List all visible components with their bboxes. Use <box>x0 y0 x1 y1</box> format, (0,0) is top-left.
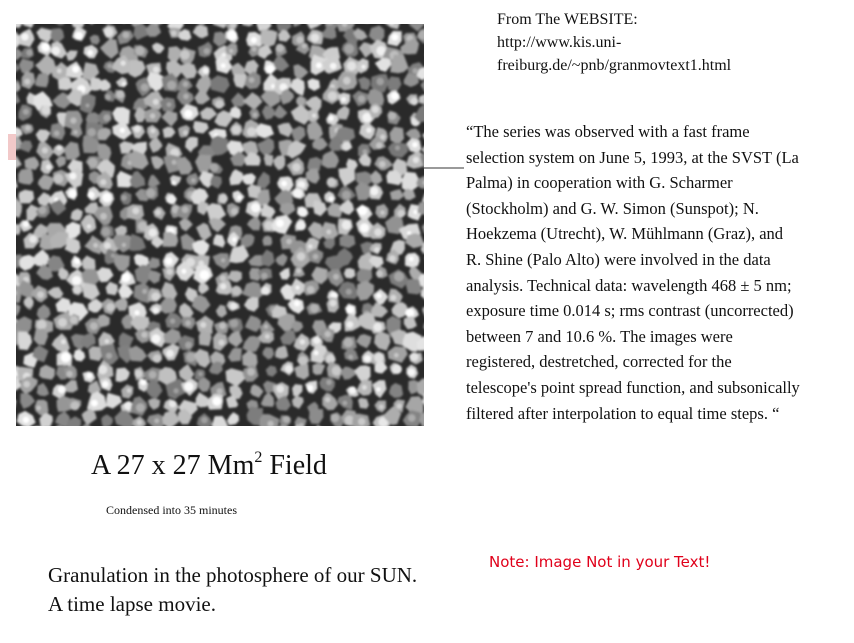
granule-highlight <box>68 189 77 198</box>
granule-highlight <box>413 210 417 214</box>
field-title <box>91 446 327 486</box>
granule-highlight <box>185 342 192 349</box>
granule-highlight <box>217 388 223 394</box>
granule-highlight <box>397 210 405 218</box>
granule-highlight <box>122 82 127 87</box>
granule-highlight <box>221 63 226 68</box>
granule-highlight <box>405 309 414 318</box>
granule-highlight <box>247 127 256 136</box>
granule-highlight <box>341 97 346 102</box>
granule-highlight <box>307 385 314 392</box>
granule-highlight <box>221 258 225 262</box>
granule-highlight <box>61 339 66 344</box>
granule-highlight <box>70 118 76 124</box>
granule-highlight <box>392 34 399 41</box>
granule-highlight <box>120 128 125 133</box>
granule-highlight <box>331 414 339 422</box>
granule-highlight <box>285 365 293 373</box>
granule-highlight <box>98 365 107 374</box>
granule-highlight <box>88 128 96 136</box>
granule-highlight <box>70 316 78 324</box>
granule-highlight <box>54 174 64 184</box>
granule-highlight <box>25 125 31 131</box>
granule-highlight <box>329 196 334 201</box>
granule-highlight <box>316 63 322 69</box>
granule-highlight <box>191 178 195 182</box>
granule-highlight <box>167 81 176 90</box>
granule-highlight <box>182 269 187 274</box>
granule-highlight <box>29 236 36 243</box>
granule-highlight <box>72 276 81 285</box>
granule-highlight <box>333 274 339 280</box>
granule-highlight <box>232 237 237 242</box>
granule-highlight <box>167 195 176 204</box>
granule-highlight <box>220 275 226 281</box>
granule-highlight <box>389 255 396 262</box>
granule-highlight <box>397 403 402 408</box>
granule-highlight <box>342 220 351 229</box>
granule-highlight <box>88 158 98 168</box>
granule-highlight <box>391 92 399 100</box>
granule-highlight <box>343 77 351 85</box>
granule-highlight <box>215 100 224 109</box>
granule-highlight <box>292 163 301 172</box>
granule-highlight <box>300 339 305 344</box>
granule-highlight <box>74 258 80 264</box>
granule-highlight <box>37 406 41 410</box>
granule-highlight <box>103 114 110 121</box>
granule-highlight <box>122 243 126 247</box>
granule-highlight <box>167 102 172 107</box>
granule-cell <box>18 168 33 185</box>
granule-highlight <box>100 213 107 220</box>
granule-highlight <box>87 191 94 198</box>
granule-highlight <box>326 380 331 385</box>
granule-highlight <box>362 385 367 390</box>
granule-highlight <box>253 113 258 118</box>
granule-highlight <box>327 177 336 186</box>
granule-highlight <box>37 291 44 298</box>
granule-highlight <box>294 301 300 307</box>
granule-highlight <box>171 30 177 36</box>
granule-highlight <box>200 270 210 280</box>
granule-highlight <box>166 269 172 275</box>
granule-highlight <box>394 272 404 282</box>
granule-highlight <box>344 44 354 54</box>
granule-highlight <box>408 414 415 421</box>
granule-highlight <box>237 195 241 199</box>
granule-highlight <box>170 319 175 324</box>
granule-highlight <box>308 244 312 248</box>
granule-highlight <box>379 161 386 168</box>
granule-highlight <box>219 194 228 203</box>
granule-highlight <box>61 352 71 362</box>
granule-highlight <box>210 163 219 172</box>
granule-highlight <box>136 403 145 412</box>
granule-highlight <box>185 320 191 326</box>
granule-highlight <box>388 112 396 120</box>
granule-highlight <box>73 286 81 294</box>
granule-highlight <box>135 46 144 55</box>
granule-highlight <box>372 106 379 113</box>
granule-highlight <box>101 227 110 236</box>
granule-highlight <box>171 181 176 186</box>
granule-highlight <box>23 417 30 424</box>
granule-highlight <box>152 334 161 343</box>
granule-highlight <box>264 325 268 329</box>
granule-highlight <box>342 191 351 200</box>
granule-highlight <box>23 109 29 115</box>
granule-highlight <box>328 116 333 121</box>
granule-cell <box>89 346 102 361</box>
granule-highlight <box>180 50 190 60</box>
granule-highlight <box>408 369 415 376</box>
granule-highlight <box>150 128 155 133</box>
granule-highlight <box>373 323 382 332</box>
granule-highlight <box>395 146 400 151</box>
granule-highlight <box>230 303 237 310</box>
granule-highlight <box>75 32 83 40</box>
granule-highlight <box>358 95 365 102</box>
granule-highlight <box>58 318 67 327</box>
granule-highlight <box>346 289 352 295</box>
granule-highlight <box>153 354 162 363</box>
granule-highlight <box>307 286 315 294</box>
granule-highlight <box>198 372 202 376</box>
granule-highlight <box>410 352 419 361</box>
granule-highlight <box>146 189 155 198</box>
granule-highlight <box>313 254 319 260</box>
granule-highlight <box>87 50 93 56</box>
granule-highlight <box>54 131 60 137</box>
granule-highlight <box>296 286 300 290</box>
granule-highlight <box>183 94 189 100</box>
granule-highlight <box>116 90 124 98</box>
granule-highlight <box>24 297 34 307</box>
granule-highlight <box>249 77 255 83</box>
granule-highlight <box>227 30 237 40</box>
granule-highlight <box>87 224 91 228</box>
source-heading: From The WEBSITE: <box>497 11 638 28</box>
granule-highlight <box>219 323 226 330</box>
granule-highlight <box>41 43 50 52</box>
granule-highlight <box>297 252 305 260</box>
granule-highlight <box>261 273 267 279</box>
granule-highlight <box>314 351 319 356</box>
granule-highlight <box>66 371 72 377</box>
granule-highlight <box>330 300 337 307</box>
granule-highlight <box>377 78 384 85</box>
granule-highlight <box>57 69 62 74</box>
granule-highlight <box>104 242 111 249</box>
granule-highlight <box>201 417 207 423</box>
granule-highlight <box>149 371 157 379</box>
granule-highlight <box>23 221 29 227</box>
granule-highlight <box>296 96 305 105</box>
image-caption: Granulation in the photosphere of our SUN. A time lapse movie. <box>48 563 418 616</box>
granule-highlight <box>310 304 319 313</box>
granule-highlight <box>326 230 331 235</box>
granule-highlight <box>296 268 301 273</box>
granule-highlight <box>91 400 98 407</box>
granule-highlight <box>344 338 354 348</box>
granule-highlight <box>376 270 383 277</box>
granule-highlight <box>380 210 384 214</box>
granule-highlight <box>72 66 79 73</box>
granule-highlight <box>155 209 161 215</box>
granule-highlight <box>376 387 380 391</box>
granule-highlight <box>204 48 210 54</box>
granule-highlight <box>24 79 30 85</box>
granule-highlight <box>42 105 51 114</box>
granule-highlight <box>182 206 189 213</box>
granule-highlight <box>374 228 382 236</box>
granule-highlight <box>200 322 206 328</box>
granule-highlight <box>251 37 257 43</box>
granule-highlight <box>379 404 384 409</box>
granule-highlight <box>376 142 382 148</box>
field-title-suffix: Field <box>262 450 327 481</box>
source-url-part1: http://www.kis.uni- <box>497 34 622 51</box>
granule-highlight <box>169 400 176 407</box>
granule-highlight <box>121 61 126 66</box>
granule-highlight <box>90 322 98 330</box>
granule-highlight <box>296 221 306 231</box>
condensed-duration-note: Condensed into 35 minutes <box>106 503 237 517</box>
granule-highlight <box>363 149 368 154</box>
note-warning: Note: Image Not in your Text! <box>489 553 711 571</box>
granule-highlight <box>46 164 51 169</box>
granule-highlight <box>276 385 284 393</box>
granule-highlight <box>123 32 130 39</box>
source-citation <box>497 8 837 77</box>
granule-highlight <box>141 84 149 92</box>
granule-highlight <box>183 130 188 135</box>
granule-highlight <box>219 340 225 346</box>
granule-highlight <box>141 332 147 338</box>
granule-highlight <box>358 206 368 216</box>
granule-highlight <box>86 373 92 379</box>
granule-highlight <box>203 68 209 74</box>
granule-highlight <box>57 145 63 151</box>
field-title-superscript: 2 <box>254 449 263 466</box>
granule-highlight <box>348 355 353 360</box>
granule-highlight <box>100 179 106 185</box>
granule-highlight <box>184 382 193 391</box>
granule-highlight <box>107 64 112 69</box>
granule-highlight <box>140 379 146 385</box>
granule-highlight <box>325 331 331 337</box>
granule-highlight <box>247 368 255 376</box>
granulation-pattern <box>16 24 424 426</box>
granule-highlight <box>86 104 90 108</box>
granule-highlight <box>26 49 33 56</box>
granule-highlight <box>106 303 114 311</box>
quoted-description: “The series was observed with a fast frame selection system on June 5, 1993, at the SVST (La Palma) in cooperation with G. Scharmer (Stockholm) and G. W. Simon (Sunspot); N. Hoekzema (Utrecht), W. Mühlmann (Graz), and R. Shine (Palo Alto) were involved in the data analysis. Technical data: wavelength 468 ± 5 nm; exposure time 0.014 s; rms contrast (uncorrected) between 7 and 10.6 %. The images were registered, destretched, corrected for the telescope's point spread function, and subsonically filtered after interpolation to equal time steps. “ <box>466 122 800 423</box>
granule-highlight <box>283 416 290 423</box>
granule-highlight <box>251 203 260 212</box>
granule-highlight <box>409 256 414 261</box>
granule-highlight <box>184 110 192 118</box>
granule-highlight <box>374 247 380 253</box>
granule-highlight <box>413 157 419 163</box>
granule-highlight <box>361 65 365 69</box>
connector-line <box>424 167 464 169</box>
granule-highlight <box>229 49 233 53</box>
granule-highlight <box>411 97 419 105</box>
granule-highlight <box>106 353 112 359</box>
granule-highlight <box>153 66 159 72</box>
granule-highlight <box>364 355 371 362</box>
source-url-part2: freiburg.de/~pnb/granmovtext1.html <box>497 57 732 74</box>
granule-highlight <box>58 386 65 393</box>
granule-highlight <box>374 353 384 363</box>
granule-highlight <box>172 160 177 165</box>
granule-cell <box>81 269 100 284</box>
granule-highlight <box>70 401 79 410</box>
granule-highlight <box>261 287 269 295</box>
granule-highlight <box>370 187 378 195</box>
granule-highlight <box>121 195 127 201</box>
granule-highlight <box>412 68 418 74</box>
granule-highlight <box>142 289 147 294</box>
granule-highlight <box>150 113 155 118</box>
granule-highlight <box>366 128 371 133</box>
granule-highlight <box>230 319 239 328</box>
granule-highlight <box>325 397 330 402</box>
granule-highlight <box>328 91 337 100</box>
granule-highlight <box>21 33 28 40</box>
granule-highlight <box>281 181 287 187</box>
granule-highlight <box>74 130 78 134</box>
granule-highlight <box>52 47 61 56</box>
granule-highlight <box>392 364 402 374</box>
granule-highlight <box>137 420 142 425</box>
granule-highlight <box>121 273 130 282</box>
granule-highlight <box>231 208 238 215</box>
granule-highlight <box>37 320 47 330</box>
granule-highlight <box>412 142 417 147</box>
granule-highlight <box>151 292 160 301</box>
granule-highlight <box>102 381 109 388</box>
granule-highlight <box>135 310 140 315</box>
granule-highlight <box>134 126 141 133</box>
granule-highlight <box>276 44 284 52</box>
granule-highlight <box>186 352 196 362</box>
granule-highlight <box>104 27 114 37</box>
granule-highlight <box>102 193 112 203</box>
granule-highlight <box>232 125 241 134</box>
granule-highlight <box>394 353 398 357</box>
granule-highlight <box>105 94 111 100</box>
granule-highlight <box>154 418 159 423</box>
granule-highlight <box>174 388 179 393</box>
granule-highlight <box>149 229 157 237</box>
granule-highlight <box>23 381 30 388</box>
granule-highlight <box>380 134 385 139</box>
granule-highlight <box>312 114 316 118</box>
granule-highlight <box>153 99 159 105</box>
granule-highlight <box>265 334 270 339</box>
granule-highlight <box>311 33 320 42</box>
granule-highlight <box>298 207 308 217</box>
field-title-text: A 27 x 27 Mm <box>91 450 255 481</box>
granule-highlight <box>220 283 226 289</box>
granule-highlight <box>127 388 132 393</box>
granule-highlight <box>358 418 365 425</box>
granule-highlight <box>266 65 275 74</box>
granule-highlight <box>332 366 342 376</box>
granule-highlight <box>132 207 139 214</box>
solar-granulation-image <box>16 24 424 426</box>
granule-highlight <box>342 142 351 151</box>
granule-highlight <box>42 147 48 153</box>
granule-highlight <box>232 286 242 296</box>
granule-highlight <box>302 44 307 49</box>
granule-highlight <box>347 61 356 70</box>
granule-highlight <box>252 47 257 52</box>
granule-highlight <box>166 350 174 358</box>
granule-highlight <box>343 401 348 406</box>
granule-highlight <box>347 321 354 328</box>
granule-highlight <box>349 386 356 393</box>
granule-highlight <box>347 306 354 313</box>
granule-highlight <box>212 397 221 406</box>
granule-highlight <box>360 223 369 232</box>
granule-highlight <box>313 337 320 344</box>
granule-highlight <box>293 189 303 199</box>
granule-highlight <box>69 173 76 180</box>
granule-highlight <box>276 219 284 227</box>
granule-highlight <box>152 307 159 314</box>
granule-highlight <box>134 370 142 378</box>
granule-highlight <box>330 63 337 70</box>
granule-highlight <box>165 257 172 264</box>
granule-highlight <box>390 295 396 301</box>
granule-highlight <box>105 339 109 343</box>
granule-highlight <box>38 206 46 214</box>
granule-highlight <box>93 243 98 248</box>
granule-highlight <box>376 293 381 298</box>
granule-highlight <box>183 81 189 87</box>
